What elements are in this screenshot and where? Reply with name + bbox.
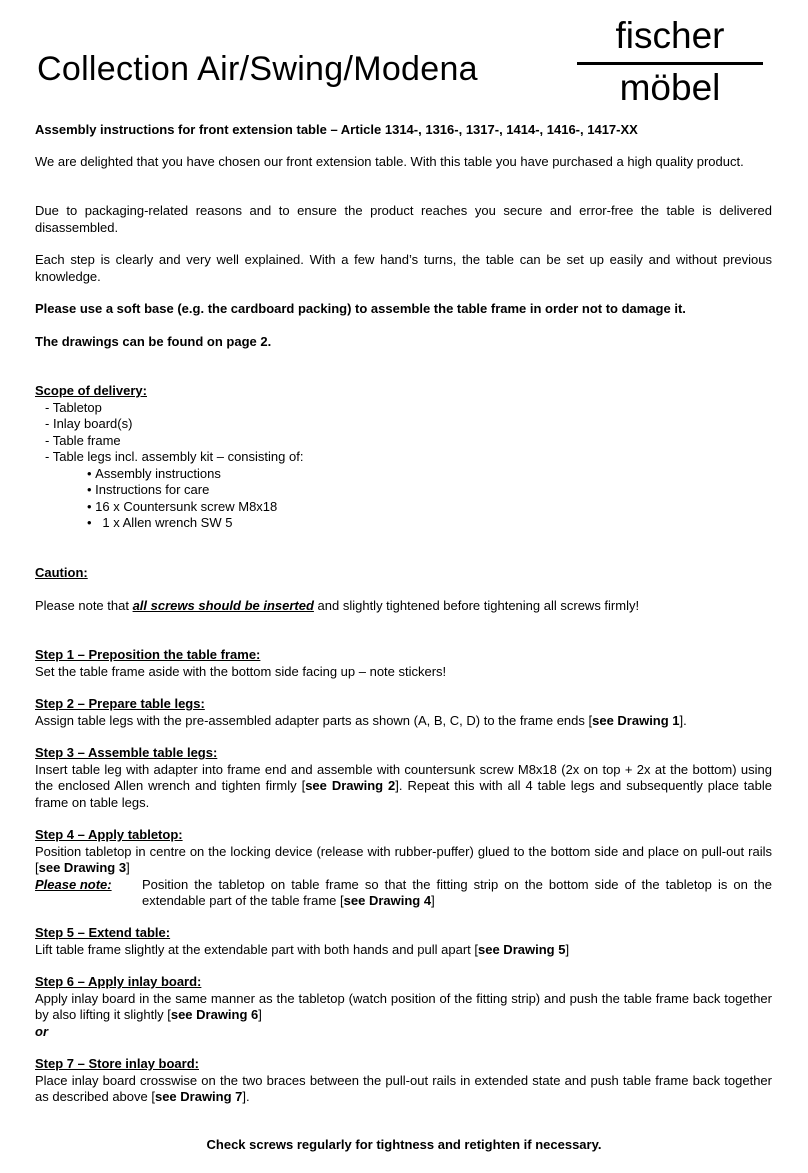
intro-paragraph-2: Due to packaging-related reasons and to ensure the product reaches you secure and error-free the table is delivered disassembled. [35,203,772,235]
document-subtitle: Assembly instructions for front extension table – Article 1314-, 1316-, 1317-, 1414-, 1416-, 1417-XX [35,122,638,137]
step-5-text: Lift table frame slightly at the extendable part with both hands and pull apart [ [35,941,478,957]
step-5-end: ] [565,941,570,957]
logo-line-2: möbel [619,67,721,108]
step-6-ref: see Drawing 6 [170,1007,259,1022]
note-end: ] [431,893,435,908]
step-6-text: Apply inlay board in the same manner as the tabletop (watch position of the fitting strip) and push the table frame back together by also lifting it slightly [ [35,990,772,1022]
logo-line-1: fischer [615,15,725,56]
step-3-heading: Step 3 – Assemble table legs: [35,745,218,760]
step-4-text: Position tabletop in centre on the locking device (release with rubber-puffer) glued to the bottom side and place on pull-out rails [ [35,843,772,875]
step-3-text: Insert table leg with adapter into frame end and assemble with countersunk screw M8x18 (2x on top + 2x at the bottom) using the enclosed Allen wrench and tighten firmly [ [35,761,772,793]
step-6-heading: Step 6 – Apply inlay board: [35,974,202,989]
kit-item: • 16 x Countersunk screw M8x18 [87,499,772,516]
footer-note: Check screws regularly for tightness and retighten if necessary. [206,1137,602,1152]
step-3-ref: see Drawing 2 [305,778,396,793]
step-5-heading: Step 5 – Extend table: [35,925,171,940]
step-7-text: Place inlay board crosswise on the two braces between the pull-out rails in extended state and push table frame back together as described above [ [35,1072,772,1104]
step-6-end: ] [258,1007,262,1022]
step-3-end: ]. Repeat this with all 4 table legs and subsequently place table frame on table legs. [35,778,772,810]
step-5 [35,925,772,958]
note-body: Position the tabletop on table frame so that the fitting strip on the bottom side of the tabletop is on the extendable part of the table frame [ [142,876,772,908]
step-7-end: ]. [242,1089,250,1104]
step-6-or: or [35,1023,48,1039]
caution-text [35,598,772,615]
step-7-heading: Step 7 – Store inlay board: [35,1056,199,1071]
step-2-end: ]. [679,712,687,728]
step-7 [35,1056,772,1106]
step-3 [35,745,772,811]
step-4-ref: see Drawing 3 [38,860,127,875]
scope-list [35,400,772,466]
caution-heading: Caution: [35,565,88,580]
page-title: Collection Air/Swing/Modena [37,50,478,88]
step-4 [35,827,772,910]
kit-item: • 1 x Allen wrench SW 5 [87,515,772,532]
scope-item: - Tabletop [45,400,772,417]
step-1-heading: Step 1 – Preposition the table frame: [35,647,261,662]
step-6 [35,974,772,1040]
step-4-end: ] [126,860,130,875]
caution-heading-wrap [35,565,772,582]
step-2 [35,696,772,729]
scope-item: - Table legs incl. assembly kit – consisting of: [45,449,772,466]
step-7-ref: see Drawing 7 [154,1089,243,1104]
kit-list [35,466,772,532]
caution-post: and slightly tightened before tightening all screws firmly! [313,598,640,613]
intro-paragraph-4: Please use a soft base (e.g. the cardboard packing) to assemble the table frame in order not to damage it. [35,301,686,316]
step-5-ref: see Drawing 5 [478,941,566,957]
scope-section [35,383,772,532]
note-ref: see Drawing 4 [343,893,432,908]
intro-paragraph-5: The drawings can be found on page 2. [35,334,272,349]
intro-paragraph-3: Each step is clearly and very well explained. With a few hand’s turns, the table can be set up easily and without previous knowledge. [35,252,772,284]
scope-item: - Table frame [45,433,772,450]
step-1 [35,647,772,680]
note-text [142,877,772,910]
intro-paragraph-1: We are delighted that you have chosen our front extension table. With this table you have purchased a high quality product. [35,154,744,169]
caution-pre: Please note that [35,598,133,613]
scope-heading: Scope of delivery: [35,383,147,398]
step-2-heading: Step 2 – Prepare table legs: [35,696,205,711]
step-2-ref: see Drawing 1 [592,712,680,728]
kit-item: • Assembly instructions [87,466,772,483]
logo-rule [577,62,763,65]
step-1-text: Set the table frame aside with the bottom side facing up – note stickers! [35,663,447,679]
brand-logo [577,14,763,108]
step-2-text: Assign table legs with the pre-assembled adapter parts as shown (A, B, C, D) to the frame ends [ [35,712,593,728]
step-4-heading: Step 4 – Apply tabletop: [35,827,183,842]
caution-emphasis: all screws should be inserted [132,598,314,613]
kit-item: • Instructions for care [87,482,772,499]
note-label: Please note: [35,876,112,892]
step-4-note [35,877,772,910]
scope-item: - Inlay board(s) [45,416,772,433]
